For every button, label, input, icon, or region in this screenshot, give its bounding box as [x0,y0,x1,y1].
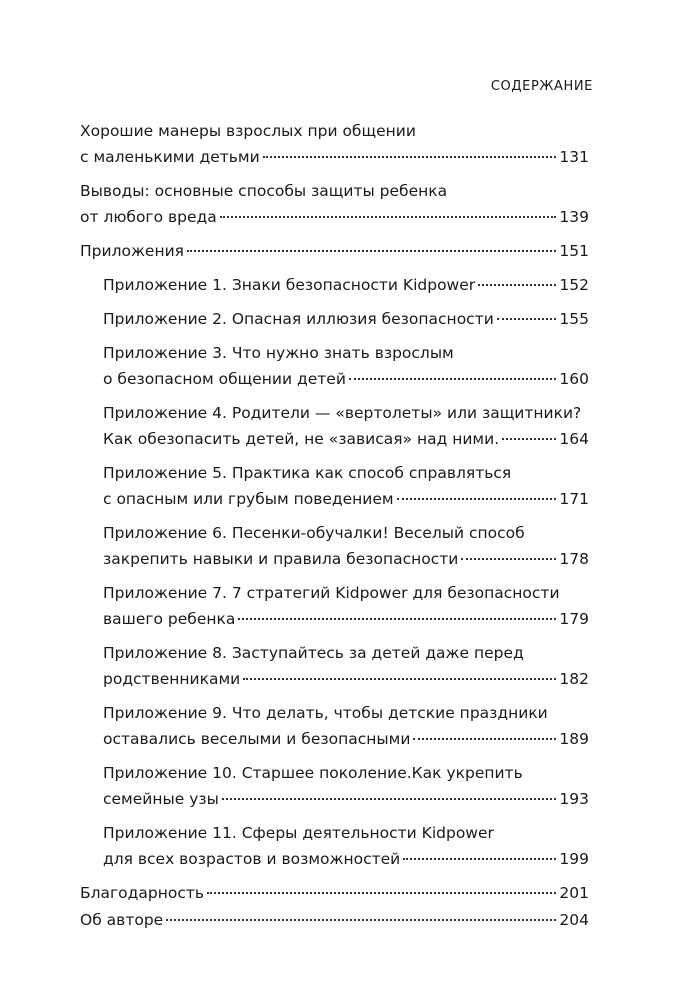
toc-entry-row [80,880,589,906]
toc-page-number: 179 [559,610,589,628]
toc-entry-row [103,666,589,692]
toc-entry-title-line: Приложение 7. 7 стратегий Kidpower для безопасности [103,584,560,602]
toc-entry-title-line: для всех возрастов и возможностей [103,850,401,868]
toc-page-number: 204 [559,911,589,929]
toc-entry [103,820,589,872]
dot-leader [413,738,556,740]
toc-entry [80,178,589,230]
dot-leader [207,892,556,894]
toc-entry-row [103,426,589,452]
toc-entry-title-line: с опасным или грубым поведением [103,490,394,508]
toc-entry [103,580,589,632]
toc-page-number: 201 [559,884,589,902]
toc-entry-row [103,786,589,812]
toc-entry [80,880,589,906]
toc-entry-row [80,907,589,933]
dot-leader [461,558,556,560]
toc-entry-title-line: Приложение 4. Родители — «вертолеты» или защитники? [103,404,582,422]
toc-entry-title-line: Приложение 11. Сферы деятельности Kidpower [103,824,494,842]
toc-page-number: 139 [559,208,589,226]
toc-entry-row [80,238,589,264]
dot-leader [238,618,556,620]
toc-entry-title-line: Как обезопасить детей, не «зависая» над ними. [103,430,500,448]
toc-entry-title-line: родственниками [103,670,241,688]
toc-entry-row [103,606,589,632]
toc-entry-title-line: Приложение 10. Старшее поколение.Как укрепить [103,764,523,782]
toc-entry-title-line: Приложение 6. Песенки-обучалки! Веселый способ [103,524,525,542]
toc-entry [103,306,589,332]
toc-entry-row [80,204,589,230]
toc-entry [103,520,589,572]
dot-leader [243,678,556,680]
table-of-contents [80,118,589,934]
toc-page-number: 193 [559,790,589,808]
toc-entry-title-line: Об авторе [80,911,164,929]
page-header: СОДЕРЖАНИЕ [490,79,593,94]
toc-entry-title-line: от любого вреда [80,208,217,226]
toc-entry [103,640,589,692]
toc-entry [103,760,589,812]
toc-page-number: 199 [559,850,589,868]
dot-leader [403,858,556,860]
toc-page-number: 164 [559,430,589,448]
toc-page-number: 131 [559,148,589,166]
toc-entry [80,118,589,170]
toc-page-number: 178 [559,550,589,568]
toc-entry [103,400,589,452]
toc-entry-title-line: оставались веселыми и безопасными [103,730,411,748]
dot-leader [478,284,556,286]
dot-leader [166,919,556,921]
dot-leader [220,216,557,218]
toc-entry-title-line: Приложение 2. Опасная иллюзия безопасности [103,310,494,328]
dot-leader [397,498,557,500]
toc-entry-row [103,306,589,332]
toc-entry-title-line: Приложение 1. Знаки безопасности Kidpower [103,276,476,294]
dot-leader [349,378,557,380]
toc-entry-title-line: о безопасном общении детей [103,370,346,388]
toc-entry-title-line: Благодарность [80,884,205,902]
toc-entry [80,238,589,264]
toc-entry [103,272,589,298]
toc-page-number: 189 [559,730,589,748]
toc-entry-title-line: вашего ребенка [103,610,236,628]
toc-page-number: 182 [559,670,589,688]
toc-page-number: 152 [559,276,589,294]
toc-entry-row [103,546,589,572]
toc-entry-title-line: с маленькими детьми [80,148,260,166]
dot-leader [497,318,557,320]
toc-entry-row [103,272,589,298]
toc-entry-title-line: Приложение 5. Практика как способ справляться [103,464,512,482]
toc-entry-title-line: Выводы: основные способы защиты ребенка [80,182,448,200]
dot-leader [222,798,557,800]
toc-entry-row [103,846,589,872]
toc-entry-row [103,726,589,752]
toc-entry-title-line: закрепить навыки и правила безопасности [103,550,459,568]
toc-entry-title-line: Приложение 8. Заступайтесь за детей даже перед [103,644,524,662]
toc-entry [103,700,589,752]
toc-entry-row [103,486,589,512]
toc-entry-title-line: Приложения [80,242,184,260]
toc-entry [80,907,589,933]
dot-leader [502,438,556,440]
dot-leader [263,156,557,158]
toc-entry-row [80,144,589,170]
toc-entry-row [103,366,589,392]
dot-leader [187,250,556,252]
toc-page-number: 160 [559,370,589,388]
toc-entry-title-line: Приложение 9. Что делать, чтобы детские праздники [103,704,548,722]
toc-page-number: 171 [559,490,589,508]
toc-entry-title-line: Приложение 3. Что нужно знать взрослым [103,344,454,362]
toc-entry [103,460,589,512]
toc-page-number: 151 [559,242,589,260]
toc-entry [103,340,589,392]
toc-entry-title-line: Хорошие манеры взрослых при общении [80,122,416,140]
toc-page-number: 155 [559,310,589,328]
toc-entry-title-line: семейные узы [103,790,219,808]
